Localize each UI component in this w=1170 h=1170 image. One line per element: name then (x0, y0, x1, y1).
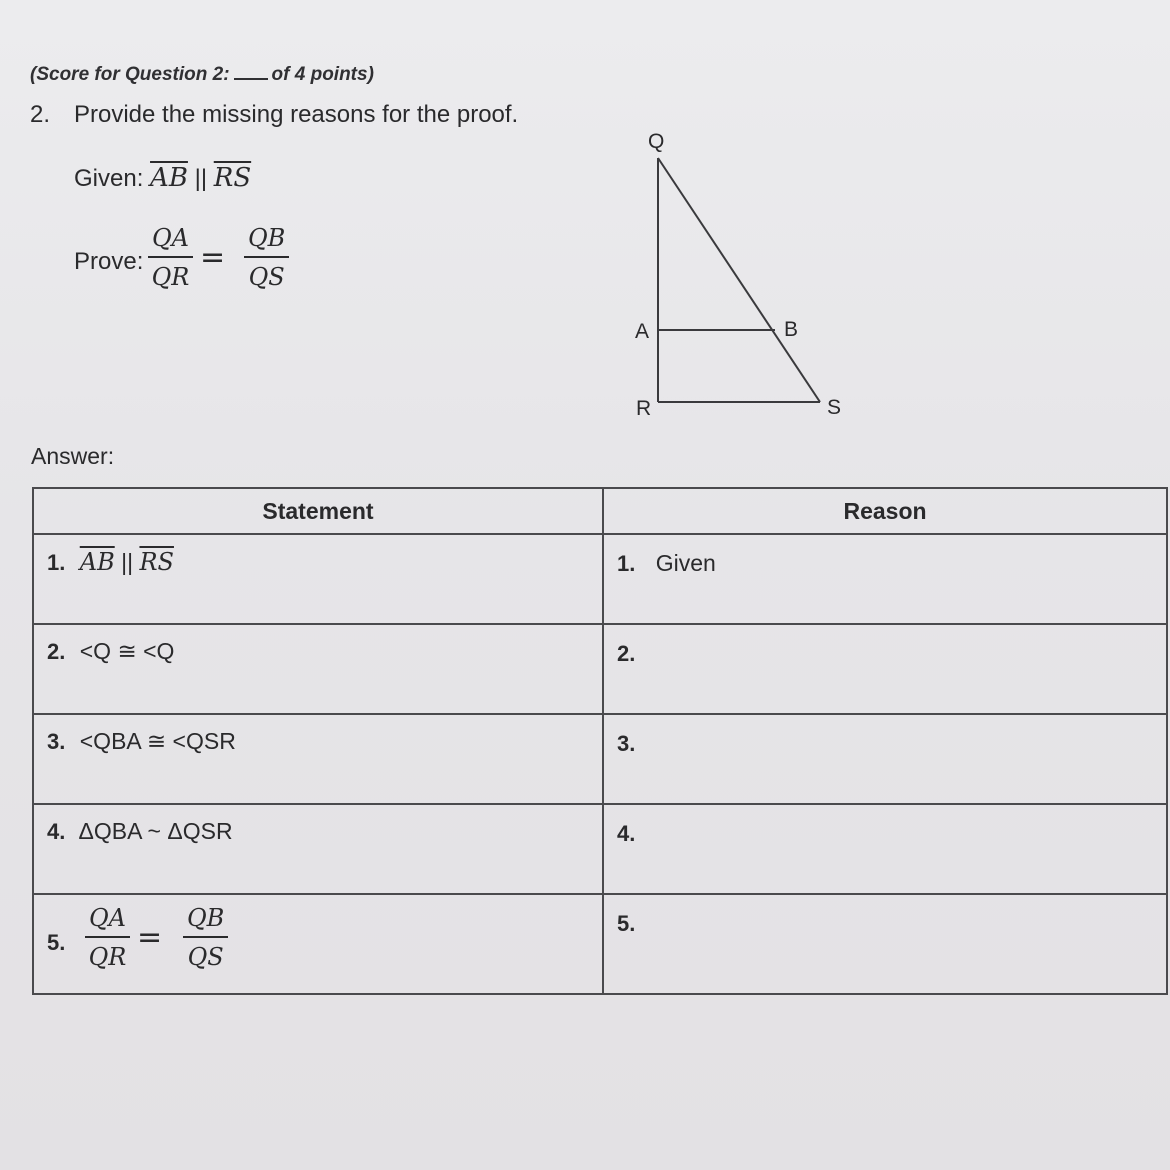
prove-fraction-right (244, 224, 289, 291)
point-label-q: Q (648, 130, 665, 153)
table-row (33, 534, 1167, 624)
score-blank[interactable] (234, 78, 268, 80)
statement-equals: = (137, 920, 163, 955)
question-number: 2. (30, 101, 51, 128)
statement-number: 4. (47, 819, 66, 844)
statement-cell-1 (33, 534, 603, 624)
statement-segment-ab: $\overline{AB}$ (79, 548, 115, 576)
table-row (33, 714, 1167, 804)
prove-label: Prove: (74, 248, 144, 275)
table-row (33, 894, 1167, 994)
statement-number: 5. (47, 930, 66, 955)
statement-cell-4 (33, 804, 603, 894)
reason-cell-1[interactable] (603, 534, 1167, 624)
given-segment-rs: $\overline{RS}$ (213, 163, 252, 193)
score-prefix: (Score for Question 2: (30, 64, 230, 85)
prove-fraction-left (148, 224, 193, 291)
reason-cell-4[interactable] (603, 804, 1167, 894)
given-segment-ab: $\overline{AB}$ (150, 163, 188, 193)
statement-cell-2 (33, 624, 603, 714)
prove-equals: = (200, 240, 226, 275)
statement-text: <QBA ≅ <QSR (79, 728, 236, 754)
reason-number: 3. (617, 731, 636, 756)
reason-number: 2. (617, 641, 636, 666)
header-statement: Statement (33, 488, 603, 534)
given-line (74, 163, 251, 193)
statement-number: 3. (47, 729, 66, 754)
header-reason: Reason (603, 488, 1167, 534)
reason-text: Given (655, 550, 716, 576)
table-header-row (33, 488, 1167, 534)
statement-fraction-left (85, 904, 130, 971)
point-label-s: S (827, 396, 842, 419)
reason-number: 4. (617, 821, 636, 846)
point-label-b: B (784, 318, 799, 341)
statement-den1: QR (88, 943, 127, 971)
statement-number: 2. (47, 639, 66, 664)
statement-num1: QA (85, 904, 130, 938)
statement-fraction-right (183, 904, 228, 971)
point-label-a: A (635, 320, 650, 343)
score-line (30, 64, 374, 86)
reason-number: 1. (617, 551, 636, 576)
reason-cell-2[interactable] (603, 624, 1167, 714)
score-suffix: of 4 points) (271, 64, 374, 85)
statement-cell-3 (33, 714, 603, 804)
answer-label: Answer: (31, 443, 115, 469)
table-row (33, 624, 1167, 714)
proof-table (32, 487, 1168, 995)
table-row (33, 804, 1167, 894)
statement-number: 1. (47, 550, 66, 575)
statement-text: <Q ≅ <Q (79, 638, 175, 664)
statement-cell-5 (33, 894, 603, 994)
given-parallel: || (194, 165, 208, 192)
given-label: Given: (74, 165, 144, 192)
statement-text: ΔQBA ~ ΔQSR (78, 818, 233, 844)
statement-parallel: || (121, 549, 134, 575)
prove-num2: QB (244, 224, 289, 258)
prove-den2: QS (248, 263, 285, 291)
prove-den1: QR (151, 263, 190, 291)
triangle-figure (620, 120, 860, 430)
statement-segment-rs: $\overline{RS}$ (139, 548, 174, 576)
statement-den2: QS (187, 943, 224, 971)
reason-cell-3[interactable] (603, 714, 1167, 804)
reason-number: 5. (617, 911, 636, 936)
segment-qs (658, 158, 820, 402)
prove-num1: QA (148, 224, 193, 258)
question-text: Provide the missing reasons for the proof. (74, 101, 519, 128)
reason-cell-5[interactable] (603, 894, 1167, 994)
point-label-r: R (636, 397, 652, 420)
statement-num2: QB (183, 904, 228, 938)
